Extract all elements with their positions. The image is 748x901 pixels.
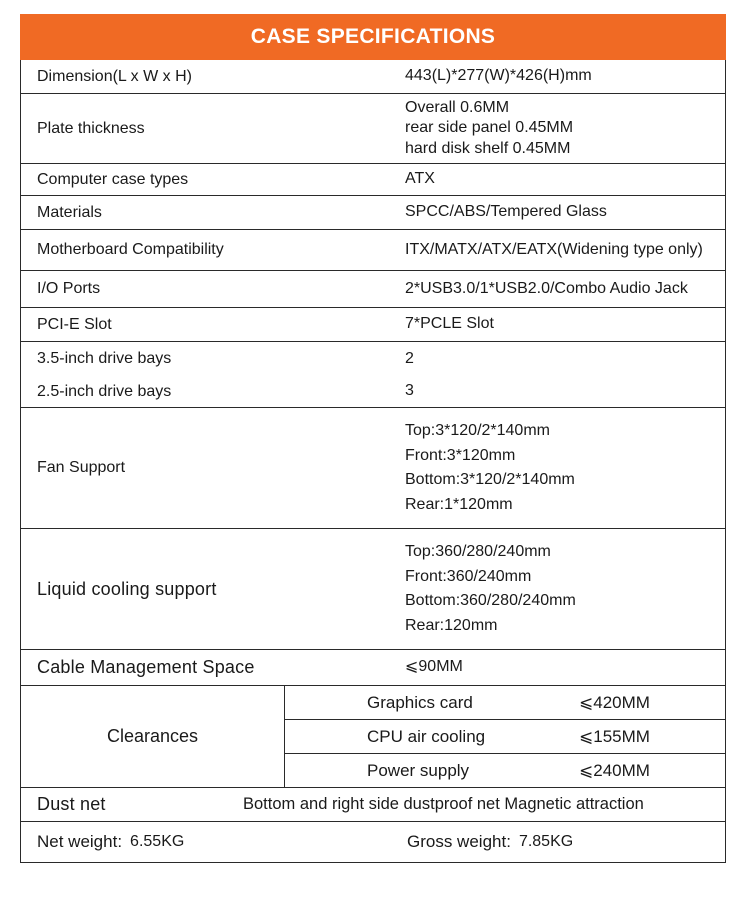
- row-label: Computer case types: [37, 170, 189, 188]
- table-row-plate-thickness: [21, 94, 725, 164]
- table-row-liquid-cooling: [21, 529, 725, 650]
- spec-table: [20, 60, 726, 863]
- row-value: [387, 271, 725, 307]
- value-line: Top:3*120/2*140mm: [405, 422, 550, 439]
- net-weight: [21, 822, 407, 862]
- row-value: [387, 650, 725, 685]
- row-value: [387, 164, 725, 195]
- value-line: ITX/MATX/ATX/EATX(Widening type only): [405, 240, 703, 258]
- row-label: I/O Ports: [37, 280, 101, 297]
- row-label: PCI-E Slot: [37, 315, 112, 333]
- value-line: 3: [405, 382, 414, 400]
- value-line: ATX: [405, 170, 435, 188]
- row-label: Dust net: [37, 794, 106, 814]
- table-row-cable-management: [21, 650, 725, 686]
- table-row-weights: [21, 822, 725, 862]
- value-line: ⩽90MM: [405, 658, 463, 676]
- table-row-motherboard: [21, 230, 725, 271]
- value-line: 2: [405, 349, 414, 367]
- gross-weight-value: 7.85KG: [518, 833, 574, 850]
- row-value: [387, 342, 725, 376]
- row-label: Fan Support: [37, 459, 126, 476]
- value-line: SPCC/ABS/Tempered Glass: [405, 203, 607, 221]
- table-row-35-drive-bays: [21, 342, 725, 376]
- net-weight-label: Net weight:: [37, 832, 123, 851]
- net-weight-value: 6.55KG: [130, 833, 185, 850]
- value-line: Bottom:3*120/2*140mm: [405, 471, 575, 488]
- clearance-value: ⩽420MM: [579, 692, 650, 712]
- value-line: hard disk shelf 0.45MM: [405, 139, 571, 157]
- row-value: [387, 529, 725, 649]
- table-row-case-types: [21, 164, 725, 196]
- value-line: Rear:120mm: [405, 616, 498, 634]
- clearance-name: Power supply: [367, 760, 470, 780]
- gross-weight-label: Gross weight:: [407, 832, 511, 851]
- row-value: [387, 376, 725, 407]
- row-label: Motherboard Compatibility: [37, 241, 224, 258]
- clearance-power-supply: [285, 754, 725, 787]
- table-row-pcie-slot: [21, 308, 725, 342]
- gross-weight: [407, 822, 573, 862]
- value-line: Rear:1*120mm: [405, 495, 513, 513]
- row-label: 3.5-inch drive bays: [37, 350, 172, 367]
- row-value: [387, 230, 725, 270]
- row-label: 2.5-inch drive bays: [37, 382, 172, 400]
- table-row-materials: [21, 196, 725, 230]
- row-value: [387, 60, 725, 93]
- row-label: Dimension(L x W x H): [37, 67, 192, 85]
- clearance-name: Graphics card: [367, 692, 473, 712]
- clearance-cpu-air-cooling: [285, 720, 725, 754]
- value-line: rear side panel 0.45MM: [405, 119, 574, 137]
- row-value: [387, 308, 725, 341]
- table-row-25-drive-bays: [21, 376, 725, 408]
- row-value: [243, 788, 725, 821]
- table-row-dimension: [21, 60, 725, 94]
- value-line: Front:3*120mm: [405, 446, 516, 464]
- value-line: Overall 0.6MM: [405, 98, 510, 116]
- row-label: Plate thickness: [37, 119, 145, 137]
- clearance-name: CPU air cooling: [367, 726, 486, 746]
- row-value: [387, 196, 725, 229]
- value-line: Top:360/280/240mm: [405, 543, 551, 560]
- value-line: Front:360/240mm: [405, 567, 532, 585]
- value-line: Bottom and right side dustproof net Magnetic attraction: [243, 795, 644, 814]
- row-label: Clearances: [21, 686, 285, 787]
- value-line: Bottom:360/280/240mm: [405, 592, 576, 609]
- spec-sheet: [20, 14, 726, 863]
- page-title: CASE SPECIFICATIONS: [20, 14, 726, 60]
- value-line: 2*USB3.0/1*USB2.0/Combo Audio Jack: [405, 279, 688, 297]
- clearance-graphics-card: [285, 686, 725, 720]
- table-row-fan-support: [21, 408, 725, 529]
- table-row-io-ports: [21, 271, 725, 308]
- clearance-value: ⩽240MM: [579, 760, 650, 780]
- clearance-value: ⩽155MM: [579, 726, 650, 746]
- value-line: 443(L)*277(W)*426(H)mm: [405, 67, 592, 85]
- table-row-clearances: [21, 686, 725, 788]
- row-label: Cable Management Space: [37, 657, 255, 677]
- row-label: Liquid cooling support: [37, 578, 217, 599]
- row-label: Materials: [37, 203, 102, 221]
- value-line: 7*PCLE Slot: [405, 315, 494, 333]
- row-value: [387, 94, 725, 163]
- clearance-list: [285, 686, 725, 787]
- row-value: [387, 408, 725, 528]
- table-row-dust-net: [21, 788, 725, 822]
